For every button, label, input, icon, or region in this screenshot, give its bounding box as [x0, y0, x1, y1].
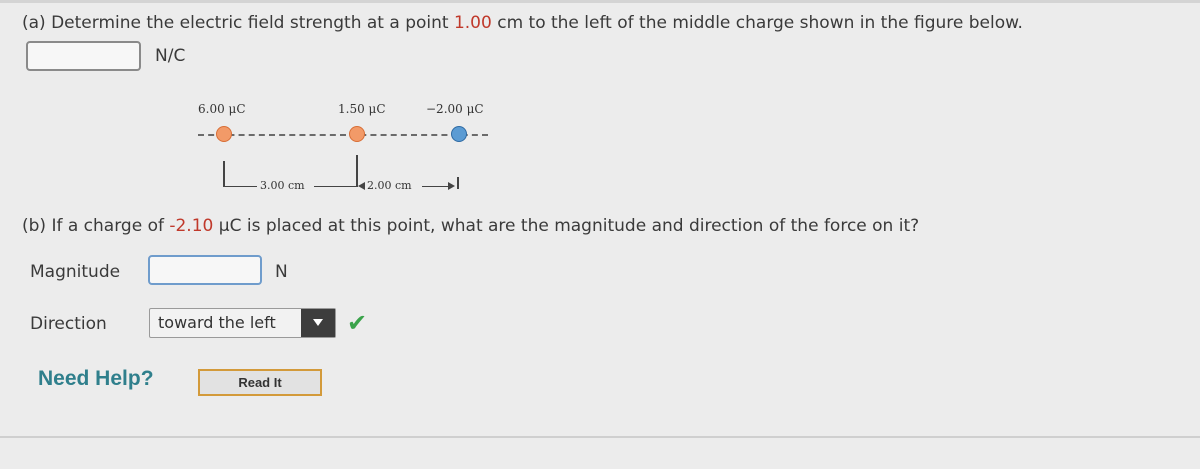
- charges-figure: [190, 95, 510, 205]
- distance1-label: 3.00 cm: [260, 179, 305, 192]
- charge1-marker: [216, 126, 232, 142]
- chevron-down-icon[interactable]: [301, 309, 335, 337]
- charge2-marker: [349, 126, 365, 142]
- ruler-line-left-b: [314, 186, 356, 187]
- charge1-label: 6.00 μC: [198, 102, 246, 116]
- direction-select[interactable]: [149, 308, 336, 338]
- charge3-marker: [451, 126, 467, 142]
- direction-selected-value: toward the left: [158, 313, 276, 332]
- magnitude-answer-input[interactable]: [148, 255, 262, 285]
- arrow-right-icon: [448, 182, 455, 190]
- bottom-divider: [0, 436, 1200, 438]
- need-help-label: Need Help?: [38, 367, 154, 390]
- charge-value: -2.10: [169, 216, 214, 236]
- direction-label: Direction: [30, 314, 107, 334]
- question-part-b: (b) If a charge of -2.10 μC is placed at this point, what are the magnitude and direction of the force on it?: [22, 216, 920, 236]
- arrow-left-icon: [358, 182, 365, 190]
- ruler-line-left-a: [225, 186, 257, 187]
- charge3-label: −2.00 μC: [426, 102, 484, 116]
- read-it-button[interactable]: Read It: [198, 369, 322, 396]
- correct-check-icon: ✔: [347, 309, 368, 337]
- magnitude-unit: N: [275, 262, 288, 282]
- ruler-tick-right: [457, 177, 459, 189]
- top-divider: [0, 0, 1200, 3]
- magnitude-label: Magnitude: [30, 262, 121, 282]
- ruler-line-right: [422, 186, 448, 187]
- question-part-a: (a) Determine the electric field strength at a point 1.00 cm to the left of the middle charge shown in the figure below.: [22, 13, 1023, 33]
- electric-field-answer-input[interactable]: [26, 41, 141, 71]
- electric-field-unit: N/C: [155, 46, 186, 66]
- dashed-axis: [198, 134, 488, 136]
- distance2-label: 2.00 cm: [367, 179, 412, 192]
- charge2-label: 1.50 μC: [338, 102, 386, 116]
- distance-value: 1.00: [453, 13, 492, 33]
- ruler-tick-left: [223, 161, 225, 187]
